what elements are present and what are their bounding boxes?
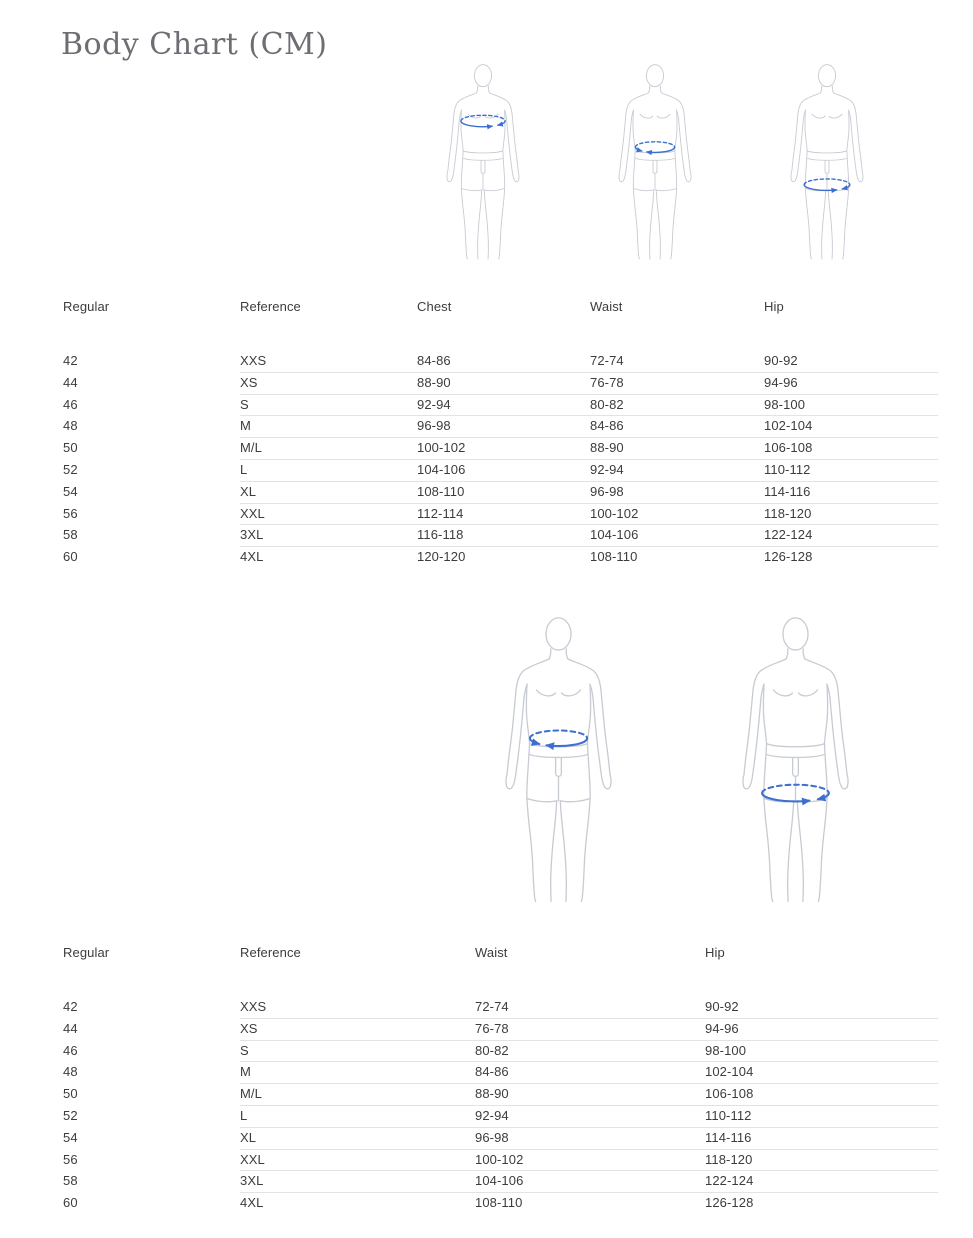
table-cell: 44 xyxy=(63,374,78,390)
table-row xyxy=(63,1040,938,1062)
table-cell: 106-108 xyxy=(705,1083,938,1106)
table-cell: 50 xyxy=(63,1086,78,1102)
waist-circumference-indicator xyxy=(530,730,587,746)
table-cell: 98-100 xyxy=(705,1040,938,1063)
table-cell: 110-112 xyxy=(764,459,938,482)
table-cell: 52 xyxy=(63,1107,78,1123)
table-row xyxy=(63,415,938,437)
table-cell: 58 xyxy=(63,1173,78,1189)
table-cell: 44 xyxy=(63,1020,78,1036)
table-body xyxy=(63,996,938,1214)
table-cell: M xyxy=(240,415,417,438)
table-row xyxy=(63,350,938,372)
table-row xyxy=(63,1170,938,1192)
table-cell: 110-112 xyxy=(705,1105,938,1128)
waist-measurement-figure xyxy=(606,62,704,260)
table-cell: XL xyxy=(240,1127,475,1150)
table-cell: XXL xyxy=(240,503,417,526)
column-header: Hip xyxy=(764,299,784,314)
table-cell: 58 xyxy=(63,527,78,543)
table-cell: 120-120 xyxy=(417,549,466,565)
column-header: Waist xyxy=(590,299,623,314)
table-cell: 76-78 xyxy=(475,1018,705,1041)
table-row xyxy=(63,996,938,1018)
table-cell: 3XL xyxy=(240,524,417,547)
table-cell: 48 xyxy=(63,1064,78,1080)
table-cell: 114-116 xyxy=(705,1127,938,1150)
table-cell: 108-110 xyxy=(475,1195,523,1211)
table-cell: 52 xyxy=(63,461,78,477)
table-cell: XXL xyxy=(240,1149,475,1172)
table-cell: 72-74 xyxy=(590,350,764,373)
table-cell: 98-100 xyxy=(764,394,938,417)
table-cell: 46 xyxy=(63,1042,78,1058)
table-cell: 96-98 xyxy=(417,415,590,438)
table-row xyxy=(63,1105,938,1127)
table-cell: 3XL xyxy=(240,1170,475,1193)
chest-measurement-figure xyxy=(434,62,532,260)
table-row xyxy=(63,1061,938,1083)
column-header: Waist xyxy=(475,945,508,960)
table-cell: 122-124 xyxy=(705,1170,938,1193)
table-cell: 60 xyxy=(63,549,78,565)
waist-measurement-figure xyxy=(487,614,630,903)
table-cell: 72-74 xyxy=(475,996,705,1019)
table-cell: 102-104 xyxy=(705,1061,938,1084)
table-cell: 4XL xyxy=(240,549,264,565)
table-cell: 104-106 xyxy=(475,1170,705,1193)
table-cell: XS xyxy=(240,1018,475,1041)
size-table-chest-waist-hip xyxy=(63,298,938,568)
table-cell: 116-118 xyxy=(417,524,590,547)
table-row xyxy=(63,437,938,459)
table-row xyxy=(63,1018,938,1040)
table-cell: 42 xyxy=(63,353,78,368)
table-cell: 4XL xyxy=(240,1195,264,1211)
table-header-row xyxy=(63,944,938,962)
table-cell: 96-98 xyxy=(475,1127,705,1150)
table-row xyxy=(63,459,938,481)
column-header: Reference xyxy=(240,299,301,314)
table-row xyxy=(63,481,938,503)
column-header: Reference xyxy=(240,945,301,960)
table-cell: 104-106 xyxy=(417,459,590,482)
table-cell: S xyxy=(240,1040,475,1063)
table-row xyxy=(63,1192,938,1214)
page-title: Body Chart (CM) xyxy=(61,27,328,62)
table-row xyxy=(63,546,938,568)
size-table-waist-hip xyxy=(63,944,938,1214)
table-cell: 54 xyxy=(63,1129,78,1145)
table-cell: M/L xyxy=(240,437,417,460)
column-header: Regular xyxy=(63,299,110,314)
table-cell: 50 xyxy=(63,440,78,456)
table-cell: 96-98 xyxy=(590,481,764,504)
table-row xyxy=(63,1083,938,1105)
table-row xyxy=(63,372,938,394)
measurement-figures-top xyxy=(434,62,876,260)
table-body xyxy=(63,350,938,568)
table-cell: 56 xyxy=(63,1151,78,1167)
column-header: Regular xyxy=(63,945,110,960)
waist-circumference-indicator xyxy=(635,142,674,153)
table-cell: 114-116 xyxy=(764,481,938,504)
table-cell: 118-120 xyxy=(764,503,938,526)
table-cell: 108-110 xyxy=(417,481,590,504)
table-cell: 100-102 xyxy=(590,503,764,526)
table-cell: XS xyxy=(240,372,417,395)
measurement-figures-bottom xyxy=(487,614,867,903)
table-row xyxy=(63,1127,938,1149)
table-cell: XXS xyxy=(240,996,475,1019)
table-cell: 90-92 xyxy=(764,350,938,373)
table-cell: S xyxy=(240,394,417,417)
table-cell: XL xyxy=(240,481,417,504)
table-cell: L xyxy=(240,459,417,482)
table-cell: 118-120 xyxy=(705,1149,938,1172)
table-cell: 92-94 xyxy=(475,1105,705,1128)
hip-measurement-figure xyxy=(778,62,876,260)
column-header: Chest xyxy=(417,299,452,314)
table-cell: 106-108 xyxy=(764,437,938,460)
table-cell: 126-128 xyxy=(764,549,813,565)
table-cell: M xyxy=(240,1061,475,1084)
table-cell: 90-92 xyxy=(705,996,938,1019)
table-cell: M/L xyxy=(240,1083,475,1106)
table-cell: 84-86 xyxy=(417,350,590,373)
table-cell: 48 xyxy=(63,418,78,434)
table-cell: XXS xyxy=(240,350,417,373)
table-cell: 102-104 xyxy=(764,415,938,438)
table-cell: 80-82 xyxy=(590,394,764,417)
table-cell: 76-78 xyxy=(590,372,764,395)
table-cell: 112-114 xyxy=(417,503,590,526)
table-cell: 92-94 xyxy=(417,394,590,417)
table-cell: 94-96 xyxy=(705,1018,938,1041)
table-cell: 94-96 xyxy=(764,372,938,395)
table-row xyxy=(63,524,938,546)
table-cell: 84-86 xyxy=(475,1061,705,1084)
table-row xyxy=(63,394,938,416)
table-cell: 88-90 xyxy=(417,372,590,395)
table-header-row xyxy=(63,298,938,316)
table-row xyxy=(63,1149,938,1171)
table-cell: 108-110 xyxy=(590,549,638,565)
chest-circumference-indicator xyxy=(461,115,505,126)
table-cell: 100-102 xyxy=(475,1149,705,1172)
table-row xyxy=(63,503,938,525)
table-cell: 88-90 xyxy=(475,1083,705,1106)
table-cell: 88-90 xyxy=(590,437,764,460)
table-cell: 122-124 xyxy=(764,524,938,547)
table-cell: 60 xyxy=(63,1195,78,1211)
table-cell: 42 xyxy=(63,999,78,1014)
table-cell: 92-94 xyxy=(590,459,764,482)
table-cell: 80-82 xyxy=(475,1040,705,1063)
hip-measurement-figure xyxy=(724,614,867,903)
table-cell: 54 xyxy=(63,483,78,499)
column-header: Hip xyxy=(705,945,725,960)
table-cell: L xyxy=(240,1105,475,1128)
table-cell: 84-86 xyxy=(590,415,764,438)
table-cell: 46 xyxy=(63,396,78,412)
table-cell: 56 xyxy=(63,505,78,521)
table-cell: 126-128 xyxy=(705,1195,754,1211)
table-cell: 104-106 xyxy=(590,524,764,547)
table-cell: 100-102 xyxy=(417,437,590,460)
